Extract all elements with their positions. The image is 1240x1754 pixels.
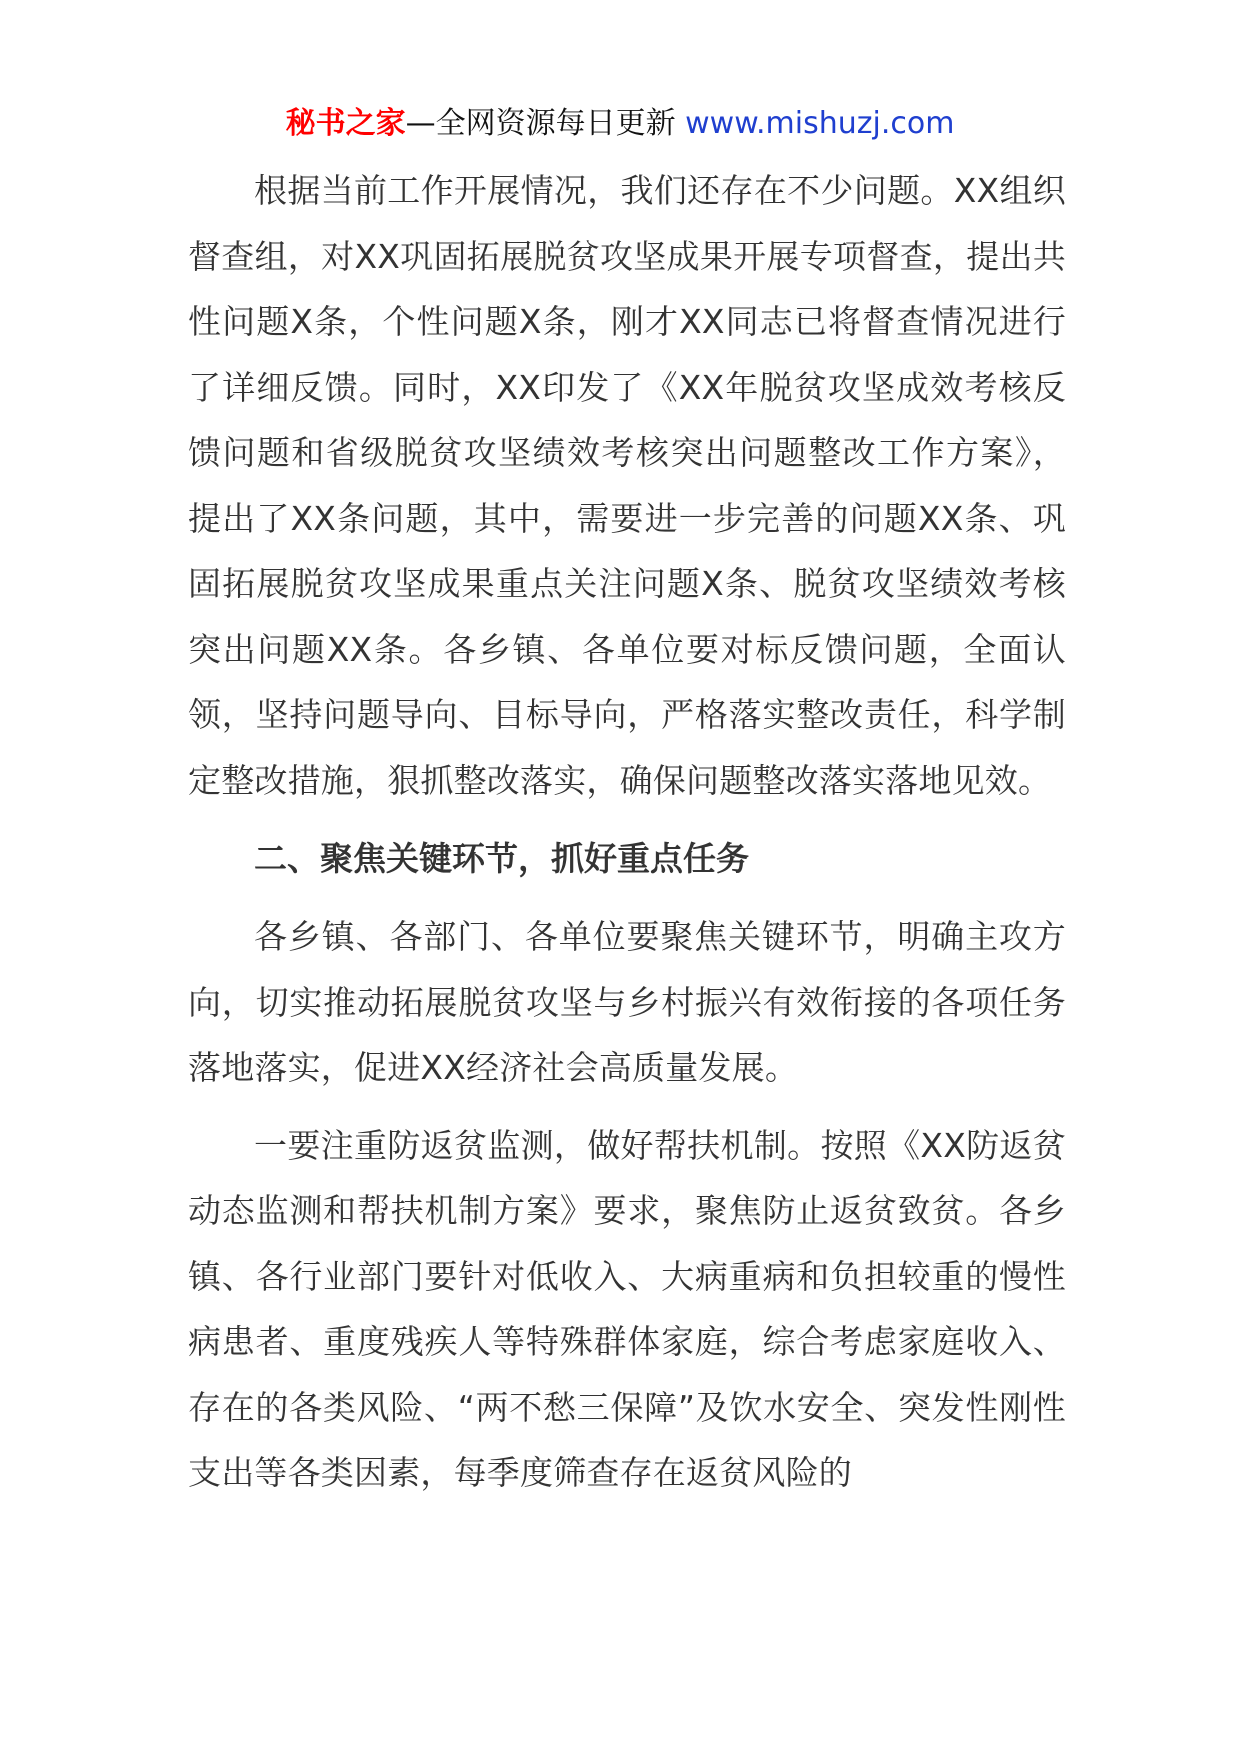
site-header <box>0 100 1240 148</box>
paragraph-key-tasks: 各乡镇、各部门、各单位要聚焦关键环节，明确主攻方向，切实推动拓展脱贫攻坚与乡村振兴有效衔接的各项任务落地落实，促进XX经济社会高质量发展。 <box>188 917 1066 1087</box>
paragraph-monitoring: 一要注重防返贫监测，做好帮扶机制。按照《XX防返贫动态监测和帮扶机制方案》要求，聚焦防止返贫致贫。各乡镇、各行业部门要针对低收入、大病重病和负担较重的慢性病患者、重度残疾人等特殊群体家庭，综合考虑家庭收入、存在的各类风险、“两不愁三保障”及饮水安全、突发性刚性支出等各类因素，每季度筛查存在返贫风险的 <box>188 1125 1066 1492</box>
site-brand: 秘书之家 <box>285 106 406 141</box>
section-heading-2: 二、聚焦关键环节，抓好重点任务 <box>254 839 749 878</box>
site-url-link[interactable]: www.mishuzj.com <box>685 106 955 141</box>
paragraph-problems: 根据当前工作开展情况，我们还存在不少问题。XX组织督查组，对XX巩固拓展脱贫攻坚成果开展专项督查，提出共性问题X条，个性问题X条，刚才XX同志已将督查情况进行了详细反馈。同时，XX印发了《XX年脱贫攻坚成效考核反馈问题和省级脱贫攻坚绩效考核突出问题整改工作方案》，提出了XX条问题，其中，需要进一步完善的问题XX条、巩固拓展脱贫攻坚成果重点关注问题X条、脱贫攻坚绩效考核突出问题XX条。各乡镇、各单位要对标反馈问题，全面认领，坚持问题导向、目标导向，严格落实整改责任，科学制定整改措施，狠抓整改落实，确保问题整改落实落地见效。 <box>188 171 1066 800</box>
document-body <box>188 158 1066 1506</box>
site-tagline: —全网资源每日更新 <box>405 106 676 141</box>
